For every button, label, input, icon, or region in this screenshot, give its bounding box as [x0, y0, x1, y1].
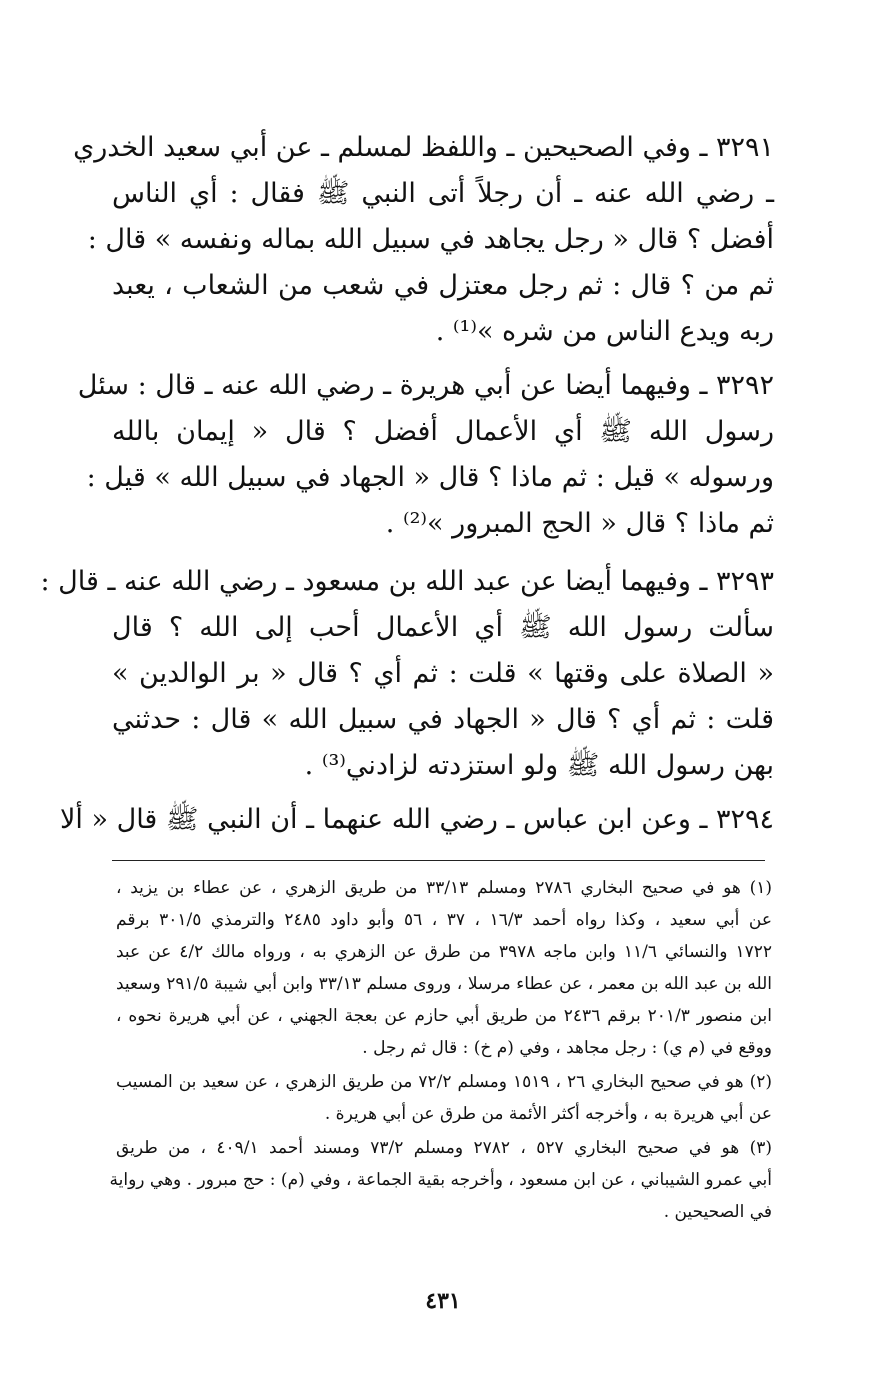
text-line: ٣٢٩١ ـ وفي الصحيحين ـ واللفظ لمسلم ـ عن أبي سعيد الخدري: [73, 132, 774, 163]
footnote-line: أبي عمرو الشيباني ، عن ابن مسعود ، وأخرجه بقية الجماعة ، وفي (م) : حج مبرور . وهي رواية: [109, 1170, 772, 1190]
text-line: ورسوله » قيل : ثم ماذا ؟ قال « الجهاد في سبيل الله » قيل :: [86, 462, 774, 493]
text-line: ثم من ؟ قال : ثم رجل معتزل في شعب من الشعاب ، يعبد: [112, 270, 774, 301]
footnote-line: في الصحيحين .: [663, 1202, 772, 1222]
text-line: ـ رضي الله عنه ـ أن رجلاً أتى النبي ﷺ فقال : أي الناس: [112, 178, 774, 209]
footnote-separator: [112, 860, 765, 861]
footnote-line: (٣) هو في صحيح البخاري ٥٢٧ ، ٢٧٨٢ ومسلم ٧٣/٢ ومسند أحمد ٤٠٩/١ ، من طريق: [116, 1138, 772, 1158]
text-line: بهن رسول الله ﷺ ولو استزدته لزادني⁽³⁾ .: [304, 750, 774, 781]
footnote-line: عن أبي هريرة به ، وأخرجه أكثر الأئمة من طرق عن أبي هريرة .: [324, 1104, 772, 1124]
text-line: ثم ماذا ؟ قال « الحج المبرور »⁽²⁾ .: [385, 508, 774, 539]
footnote-line: عن أبي سعيد ، وكذا رواه أحمد ١٦/٣ ، ٣٧ ، ٥٦ وأبو داود ٢٤٨٥ والترمذي ٣٠١/٥ برقم: [116, 910, 773, 930]
footnote-line: ابن منصور ٢٠١/٣ برقم ٢٤٣٦ من طريق أبي حازم عن بعجة الجهني ، عن أبي هريرة نحوه ،: [116, 1006, 772, 1026]
text-line: أفضل ؟ قال « رجل يجاهد في سبيل الله بماله ونفسه » قال :: [87, 224, 774, 255]
text-line: ربه ويدع الناس من شره »⁽¹⁾ .: [435, 316, 774, 347]
text-line: ٣٢٩٣ ـ وفيهما أيضا عن عبد الله بن مسعود ـ رضي الله عنه ـ قال :: [40, 566, 774, 597]
text-line: ٣٢٩٢ ـ وفيهما أيضا عن أبي هريرة ـ رضي الله عنه ـ قال : سئل: [77, 370, 774, 401]
footnote-line: (١) هو في صحيح البخاري ٢٧٨٦ ومسلم ٣٣/١٣ من طريق الزهري ، عن عطاء بن يزيد ،: [116, 878, 772, 898]
text-line: « الصلاة على وقتها » قلت : ثم أي ؟ قال « بر الوالدين »: [112, 658, 774, 689]
footnote-line: ووقع في (م ي) : رجل مجاهد ، وفي (م خ) : قال ثم رجل .: [362, 1038, 772, 1058]
footnote-line: ١٧٢٢ والنسائي ١١/٦ وابن ماجه ٣٩٧٨ من طرق عن الزهري به ، ورواه مالك ٤/٢ عن عبد: [116, 942, 772, 962]
footnote-line: (٢) هو في صحيح البخاري ٢٦ ، ١٥١٩ ومسلم ٧٢/٢ من طريق الزهري ، عن سعيد بن المسيب: [116, 1072, 772, 1092]
text-line: قلت : ثم أي ؟ قال « الجهاد في سبيل الله » قال : حدثني: [112, 704, 774, 735]
footnote-line: الله بن عبد الله بن معمر ، عن عطاء مرسلا ، وروى مسلم ٣٣/١٣ وابن أبي شيبة ٢٩١/٥ وسعيد: [116, 974, 772, 994]
text-line: رسول الله ﷺ أي الأعمال أفضل ؟ قال « إيمان بالله: [112, 416, 774, 447]
text-line: سألت رسول الله ﷺ أي الأعمال أحب إلى الله ؟ قال: [112, 612, 774, 643]
page-number: ٤٣١: [425, 1288, 461, 1314]
text-line: ٣٢٩٤ ـ وعن ابن عباس ـ رضي الله عنهما ـ أن النبي ﷺ قال « ألا: [60, 804, 774, 835]
